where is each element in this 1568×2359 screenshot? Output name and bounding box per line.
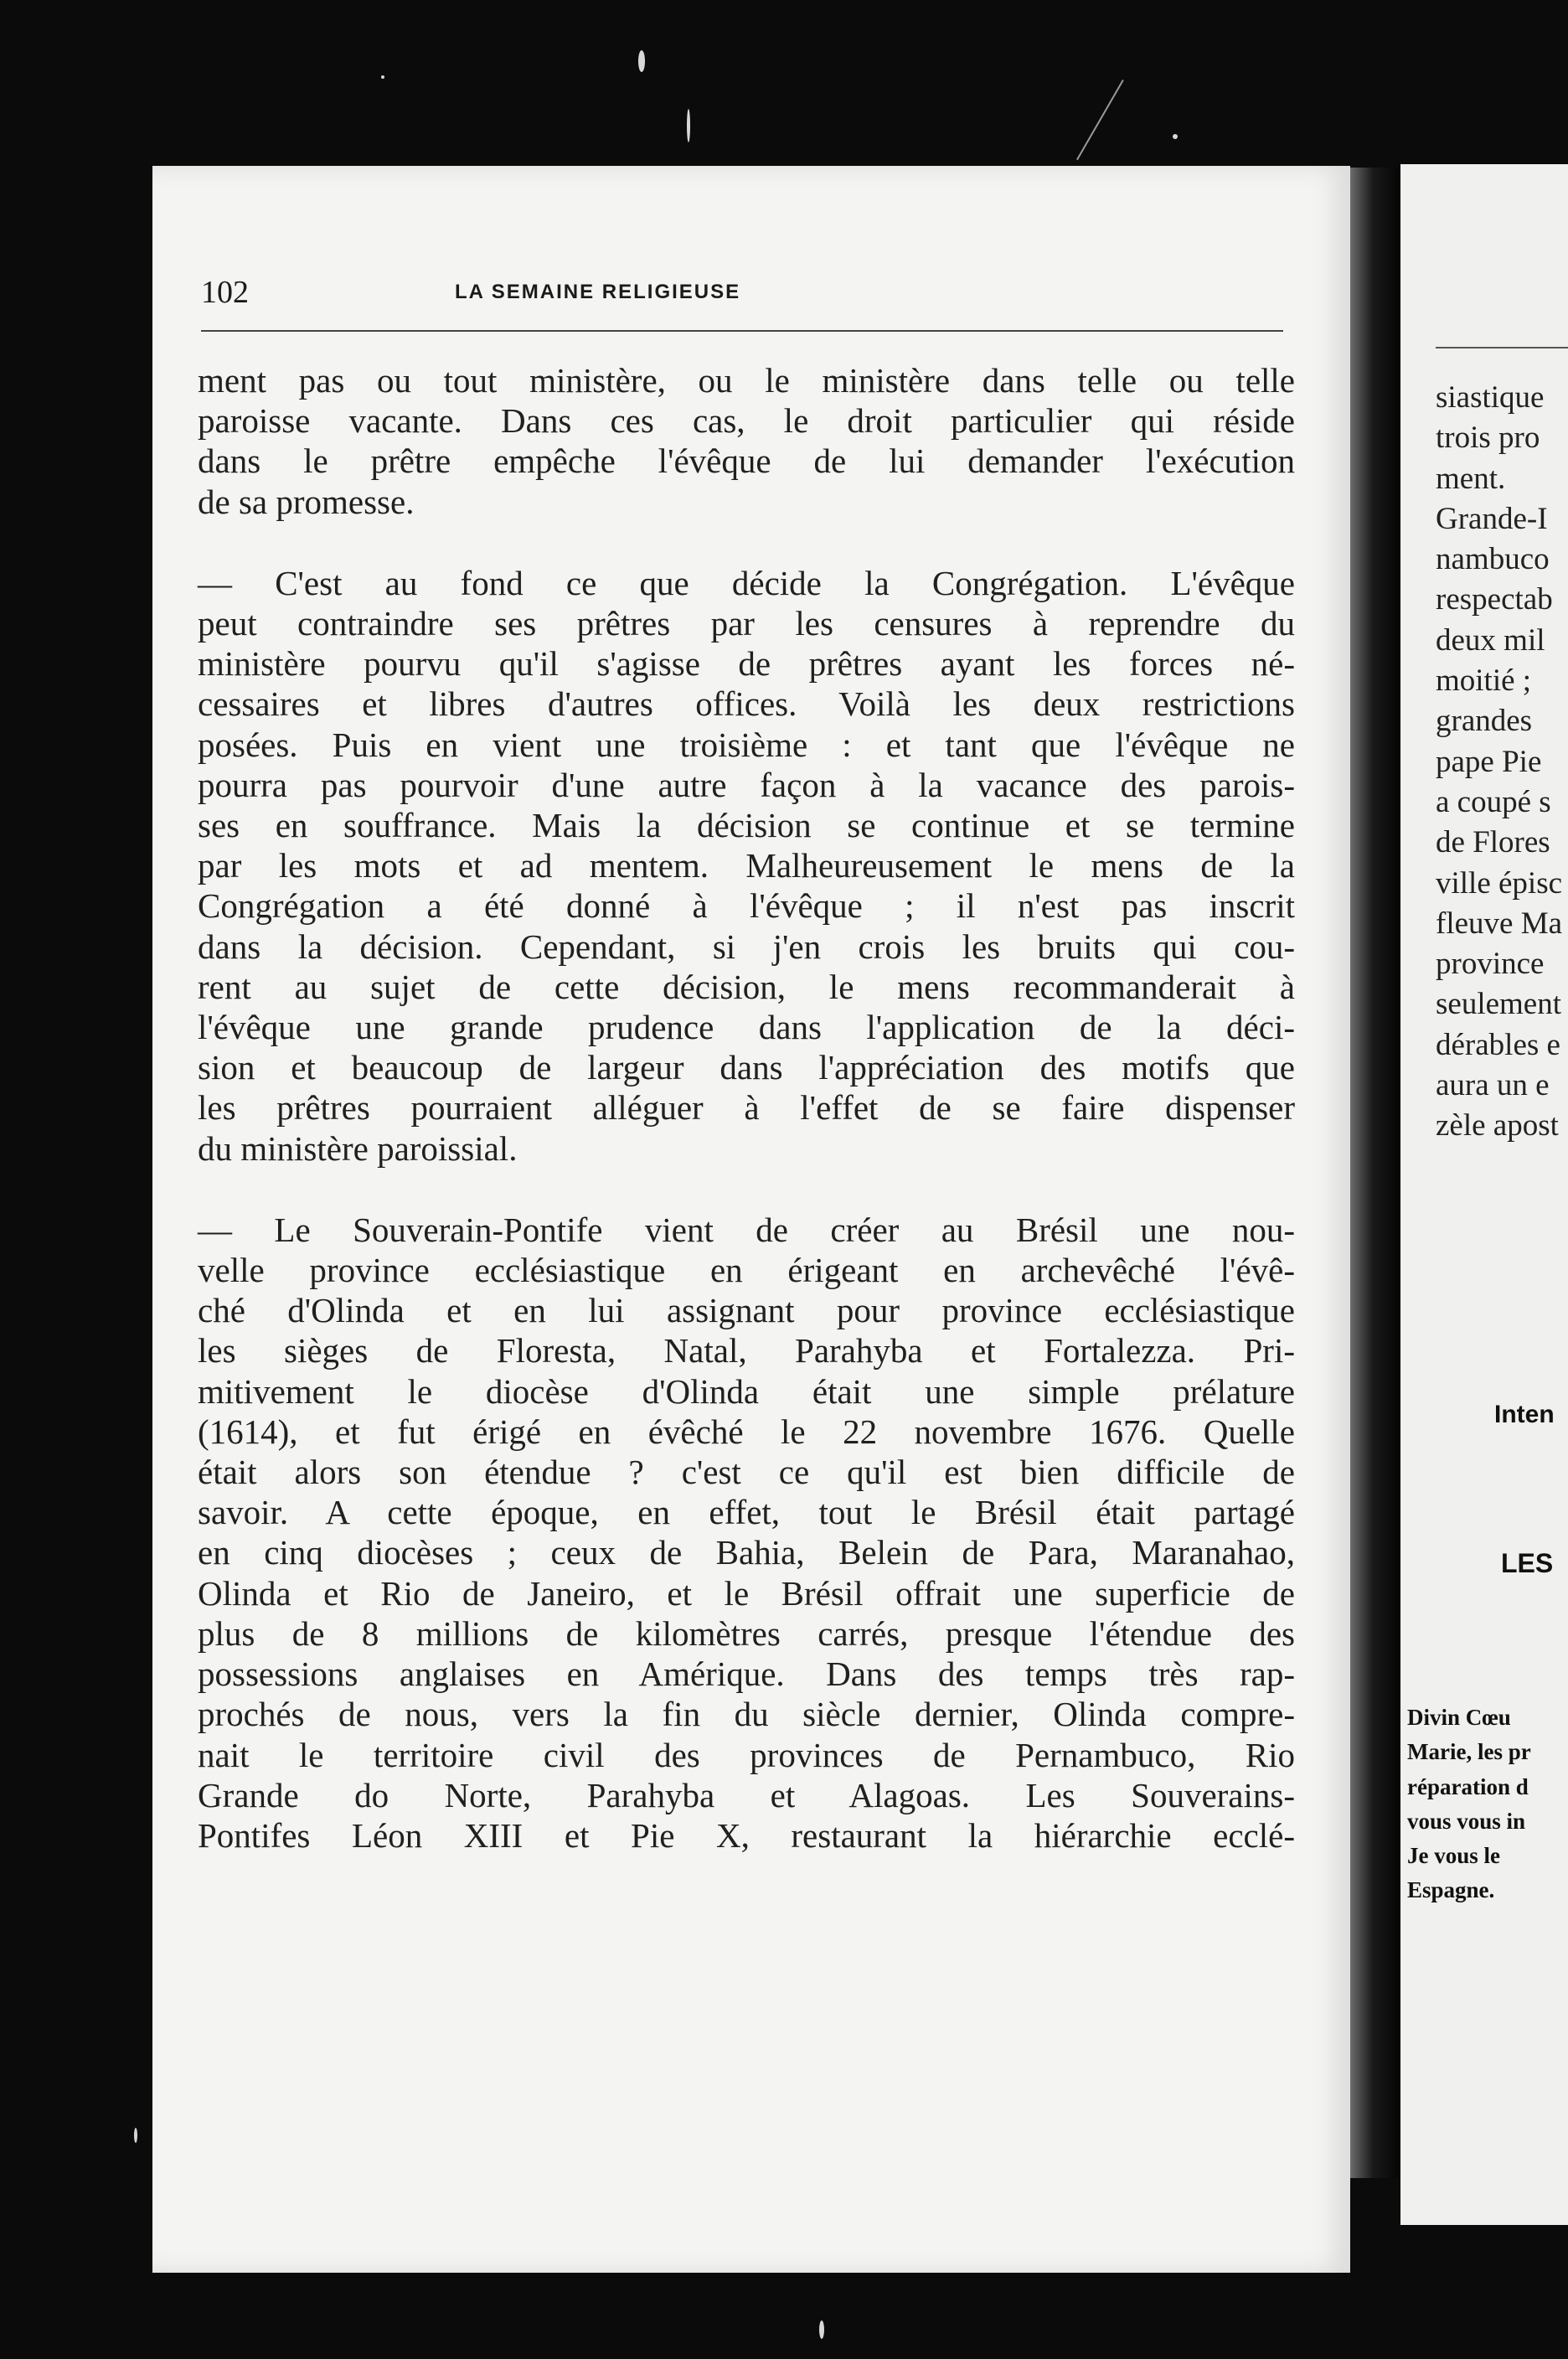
text-line: trois pro bbox=[1436, 421, 1540, 456]
text-line: Je vous le bbox=[1407, 1843, 1500, 1869]
text-line: zèle apost bbox=[1436, 1108, 1559, 1143]
film-speck bbox=[819, 2320, 824, 2339]
text-line: ses en souffrance. Mais la décision se continue et se termine bbox=[198, 806, 1295, 845]
text-line: cessaires et libres d'autres offices. Voilà les deux restrictions bbox=[198, 684, 1295, 724]
text-line: l'évêque une grande prudence dans l'application de la déci- bbox=[198, 1008, 1295, 1047]
film-scratch bbox=[1076, 80, 1124, 160]
paragraph bbox=[198, 1210, 1295, 1856]
book-gutter bbox=[1350, 168, 1400, 2178]
text-line: rent au sujet de cette décision, le mens recommanderait à bbox=[198, 967, 1295, 1006]
film-speck bbox=[687, 109, 690, 142]
text-line: ment pas ou tout ministère, ou le ministère dans telle ou telle bbox=[198, 361, 1295, 400]
text-line: province bbox=[1436, 947, 1545, 982]
text-line: Grande-I bbox=[1436, 501, 1548, 536]
text-line: pourra pas pourvoir d'une autre façon à la vacance des parois- bbox=[198, 765, 1295, 804]
text-line: par les mots et ad mentem. Malheureusement le mens de la bbox=[198, 846, 1295, 885]
film-speck bbox=[134, 2128, 137, 2143]
text-line: était alors son étendue ? c'est ce qu'il est bien difficile de bbox=[198, 1453, 1295, 1492]
text-line: — Le Souverain-Pontife vient de créer au Brésil une nou- bbox=[198, 1210, 1295, 1249]
text-line: réparation d bbox=[1407, 1773, 1529, 1799]
film-speck bbox=[381, 75, 384, 79]
text-line: Olinda et Rio de Janeiro, et le Brésil offrait une superficie de bbox=[198, 1573, 1295, 1613]
text-line: plus de 8 millions de kilomètres carrés, presque l'étendue des bbox=[198, 1613, 1295, 1653]
text-line: vous vous in bbox=[1407, 1808, 1526, 1834]
text-line: savoir. A cette époque, en effet, tout le Brésil était partagé bbox=[198, 1493, 1295, 1532]
text-line: fleuve Ma bbox=[1436, 906, 1563, 941]
text-line: velle province ecclésiastique en érigeant en archevêché l'évê- bbox=[198, 1251, 1295, 1290]
right-page-heading: Inten bbox=[1494, 1401, 1555, 1428]
right-page-bold-text bbox=[1407, 1701, 1531, 1908]
text-line: ché d'Olinda et en lui assignant pour province ecclésiastique bbox=[198, 1291, 1295, 1330]
book-page-right bbox=[1400, 164, 1568, 2225]
film-speck bbox=[638, 50, 645, 72]
text-line: aura un e bbox=[1436, 1068, 1550, 1103]
text-line: de Flores bbox=[1436, 825, 1550, 860]
text-line: peut contraindre ses prêtres par les censures à reprendre du bbox=[198, 604, 1295, 643]
text-line: possessions anglaises en Amérique. Dans des temps très rap- bbox=[198, 1654, 1295, 1694]
text-line: nambuco bbox=[1436, 542, 1550, 577]
text-line: Pontifes Léon XIII et Pie X, restaurant la hiérarchie ecclé- bbox=[198, 1815, 1295, 1855]
text-line: — C'est au fond ce que décide la Congrégation. L'évêque bbox=[198, 563, 1295, 602]
paragraph bbox=[198, 360, 1295, 522]
text-line: respectab bbox=[1436, 582, 1553, 617]
text-line: dérables e bbox=[1436, 1027, 1560, 1062]
text-line: dans le prêtre empêche l'évêque de lui demander l'exécution bbox=[198, 441, 1295, 481]
text-line: du ministère paroissial. bbox=[198, 1128, 518, 1168]
text-line: les prêtres pourraient alléguer à l'effet de se faire dispenser bbox=[198, 1088, 1295, 1128]
text-line: nait le territoire civil des provinces de Pernambuco, Rio bbox=[198, 1735, 1295, 1774]
page-number: 102 bbox=[201, 275, 249, 310]
running-head bbox=[201, 274, 1290, 314]
right-page-text bbox=[1436, 378, 1568, 1147]
text-line: ville épisc bbox=[1436, 865, 1563, 901]
text-line: Congrégation a été donné à l'évêque ; il n'est pas inscrit bbox=[198, 886, 1295, 926]
text-line: Grande do Norte, Parahyba et Alagoas. Les Souverains- bbox=[198, 1775, 1295, 1814]
film-speck bbox=[1173, 134, 1178, 139]
text-line: sion et beaucoup de largeur dans l'appréciation des motifs que bbox=[198, 1048, 1295, 1087]
text-line: de sa promesse. bbox=[198, 482, 415, 521]
text-line: pape Pie bbox=[1436, 744, 1542, 779]
header-rule bbox=[201, 330, 1283, 332]
text-line: a coupé s bbox=[1436, 784, 1551, 819]
text-line: deux mil bbox=[1436, 622, 1545, 658]
running-title: LA SEMAINE RELIGIEUSE bbox=[455, 281, 741, 303]
body-text bbox=[198, 360, 1295, 1856]
text-line: posées. Puis en vient une troisième : et tant que l'évêque ne bbox=[198, 725, 1295, 764]
right-page-rule bbox=[1436, 347, 1568, 348]
text-line: siastique bbox=[1436, 380, 1545, 415]
paragraph bbox=[198, 563, 1295, 1169]
text-line: mitivement le diocèse d'Olinda était une simple prélature bbox=[198, 1371, 1295, 1411]
text-line: (1614), et fut érigé en évêché le 22 novembre 1676. Quelle bbox=[198, 1412, 1295, 1451]
text-line: grandes bbox=[1436, 704, 1533, 739]
text-line: ministère pourvu qu'il s'agisse de prêtres ayant les forces né- bbox=[198, 644, 1295, 684]
text-line: en cinq diocèses ; ceux de Bahia, Belein de Para, Maranahao, bbox=[198, 1533, 1295, 1572]
text-line: prochés de nous, vers la fin du siècle dernier, Olinda compre- bbox=[198, 1695, 1295, 1734]
text-line: Divin Cœu bbox=[1407, 1705, 1511, 1730]
text-line: dans la décision. Cependant, si j'en crois les bruits qui cou- bbox=[198, 927, 1295, 966]
text-line: Espagne. bbox=[1407, 1877, 1495, 1903]
text-line: Marie, les pr bbox=[1407, 1739, 1531, 1765]
text-line: seulement bbox=[1436, 987, 1562, 1022]
right-page-heading: LES bbox=[1501, 1548, 1554, 1578]
text-line: moitié ; bbox=[1436, 663, 1532, 699]
text-line: les sièges de Floresta, Natal, Parahyba et Fortalezza. Pri- bbox=[198, 1331, 1295, 1370]
text-line: ment. bbox=[1436, 461, 1506, 496]
text-line: paroisse vacante. Dans ces cas, le droit particulier qui réside bbox=[198, 401, 1295, 441]
